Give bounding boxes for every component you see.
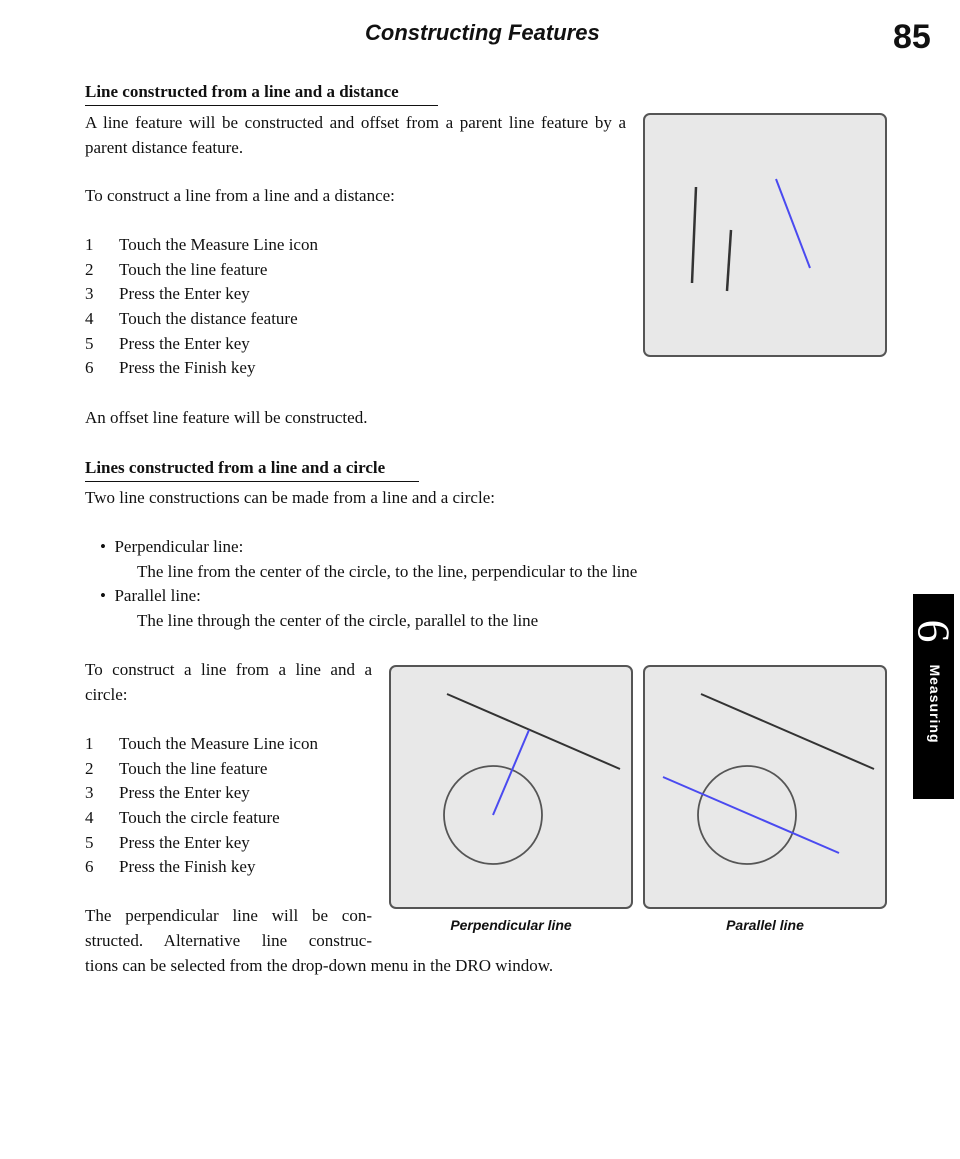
perpendicular-line-figure bbox=[389, 665, 633, 909]
list-item: • Perpendicular line: bbox=[100, 537, 244, 556]
list-item: 6 Press the Finish key bbox=[85, 358, 256, 378]
list-item: 3 Press the Enter key bbox=[85, 284, 250, 304]
list-item: 6 Press the Finish key bbox=[85, 857, 256, 877]
chapter-label: Measuring bbox=[927, 664, 943, 744]
parallel-line-diagram bbox=[645, 667, 885, 907]
parent-circle bbox=[698, 766, 796, 864]
list-item: 5 Press the Enter key bbox=[85, 832, 250, 852]
figure-caption-perpendicular: Perpendicular line bbox=[450, 917, 572, 933]
result-text: An offset line feature will be constructed. bbox=[85, 408, 368, 427]
section-intro: Two line constructions can be made from a line and a circle: bbox=[85, 488, 495, 507]
result-text-line-1: The perpendicular line will be con- bbox=[85, 906, 372, 925]
list-item-detail: The line through the center of the circle, parallel to the line bbox=[137, 611, 539, 631]
list-item: 4 Touch the distance feature bbox=[85, 309, 298, 329]
list-item: 2 Touch the line feature bbox=[85, 758, 268, 778]
result-text-line-3: tions can be selected from the drop-down menu in the DRO window. bbox=[85, 956, 554, 975]
parent-line bbox=[447, 694, 620, 769]
offset-line-figure bbox=[643, 113, 887, 357]
list-item: 5 Press the Enter key bbox=[85, 333, 250, 353]
parent-line bbox=[701, 694, 874, 769]
parallel-construction-line bbox=[663, 777, 839, 853]
section-intro: A line feature will be constructed and offset from a parent line feature by a parent distance feature. bbox=[85, 113, 626, 157]
offset-line-diagram bbox=[645, 115, 885, 355]
perpendicular-line-diagram bbox=[391, 667, 631, 907]
bullet-list bbox=[100, 535, 720, 634]
distance-line bbox=[727, 230, 731, 291]
result-text-line-2: structed. Alternative line construc- bbox=[85, 931, 372, 950]
list-item-detail: The line from the center of the circle, to the line, perpendicular to the line bbox=[137, 561, 638, 581]
perpendicular-construction-line bbox=[493, 730, 529, 815]
parent-line bbox=[692, 187, 696, 283]
offset-line bbox=[776, 179, 810, 268]
step-list bbox=[85, 233, 485, 381]
list-item: 1 Touch the Measure Line icon bbox=[85, 235, 318, 254]
chapter-tab bbox=[908, 594, 960, 799]
step-list bbox=[85, 732, 375, 880]
list-item: 1 Touch the Measure Line icon bbox=[85, 734, 318, 753]
instruction-text: To construct a line from a line and a circle: bbox=[85, 660, 372, 704]
list-item: 4 Touch the circle feature bbox=[85, 808, 280, 828]
parallel-line-figure bbox=[643, 665, 887, 909]
section-heading-line-distance: Line constructed from a line and a distance bbox=[85, 82, 438, 106]
list-item: 3 Press the Enter key bbox=[85, 783, 250, 803]
running-header: Constructing Features bbox=[365, 20, 600, 45]
page-number: 85 bbox=[893, 18, 931, 56]
list-item: 2 Touch the line feature bbox=[85, 259, 268, 279]
list-item: • Parallel line: bbox=[100, 586, 201, 606]
chapter-number: 6 bbox=[908, 619, 960, 643]
figure-caption-parallel: Parallel line bbox=[726, 917, 804, 933]
section-heading-line-circle: Lines constructed from a line and a circle bbox=[85, 458, 419, 482]
instruction-text: To construct a line from a line and a distance: bbox=[85, 186, 395, 205]
